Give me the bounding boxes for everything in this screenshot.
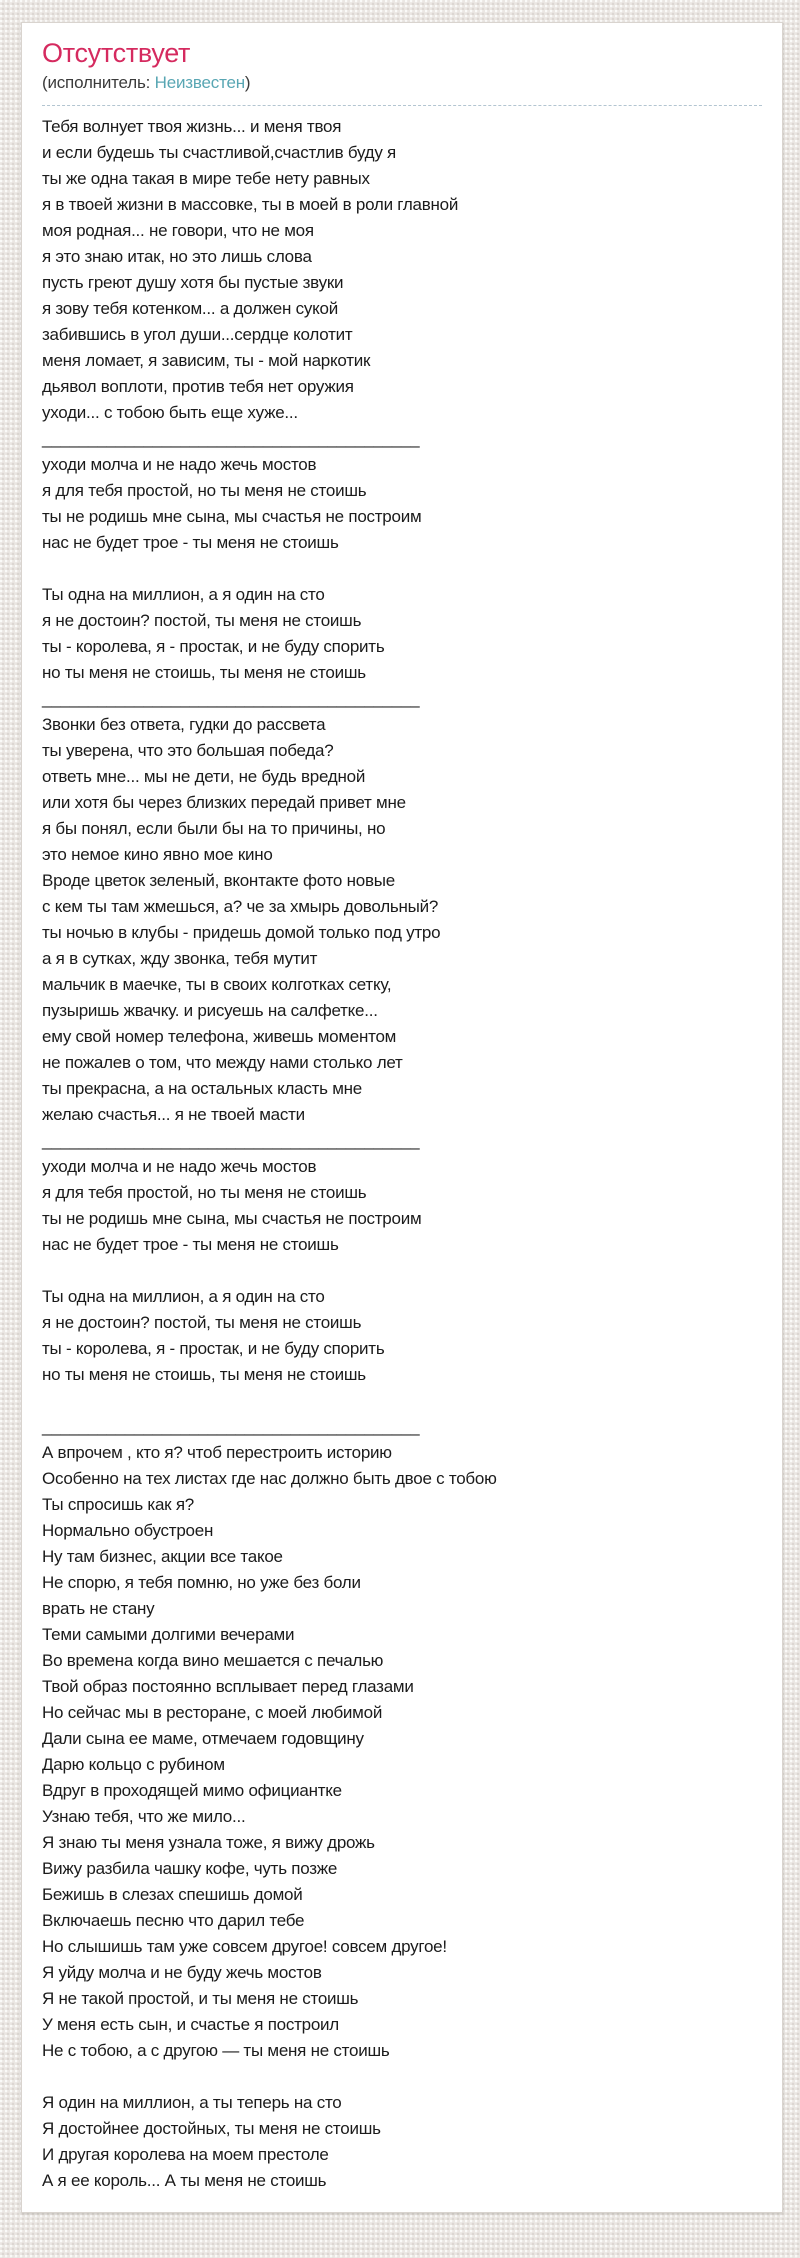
lyric-line: пузыришь жвачку. и рисуешь на салфетке... xyxy=(42,1001,378,1020)
song-header xyxy=(42,37,762,106)
lyric-line: Я не такой простой, и ты меня не стоишь xyxy=(42,1989,359,2008)
lyric-line: Твой образ постоянно всплывает перед глазами xyxy=(42,1677,414,1696)
lyric-line: Ты одна на миллион, а я один на сто xyxy=(42,585,325,604)
lyric-line: с кем ты там жмешься, а? че за хмырь довольный? xyxy=(42,897,439,916)
lyrics xyxy=(42,114,762,2194)
song-title: Отсутствует xyxy=(42,38,191,68)
lyric-line: Особенно на тех листах где нас должно быть двое с тобою xyxy=(42,1469,497,1488)
lyric-line: врать не стану xyxy=(42,1599,155,1618)
lyric-line: ты же одна такая в мире тебе нету равных xyxy=(42,169,370,188)
lyric-line: я бы понял, если были бы на то причины, но xyxy=(42,819,386,838)
lyric-line: А впрочем , кто я? чтоб перестроить историю xyxy=(42,1443,392,1462)
artist-prefix: (исполнитель: xyxy=(42,73,155,92)
lyric-line: Я уйду молча и не буду жечь мостов xyxy=(42,1963,322,1982)
lyric-line: но ты меня не стоишь, ты меня не стоишь xyxy=(42,663,366,682)
lyric-line: ты прекрасна, а на остальных класть мне xyxy=(42,1079,362,1098)
lyric-line: ответь мне... мы не дети, не будь вредной xyxy=(42,767,366,786)
lyric-line: а я в сутках, жду звонка, тебя мутит xyxy=(42,949,318,968)
stanza-separator: _________________________________________ xyxy=(42,689,420,708)
lyric-line: И другая королева на моем престоле xyxy=(42,2145,329,2164)
lyric-line: я не достоин? постой, ты меня не стоишь xyxy=(42,611,362,630)
lyric-line: Вдруг в проходящей мимо официантке xyxy=(42,1781,342,1800)
lyric-line: моя родная... не говори, что не моя xyxy=(42,221,314,240)
lyric-line: нас не будет трое - ты меня не стоишь xyxy=(42,533,339,552)
lyric-line xyxy=(42,556,762,582)
lyric-line: Дали сына ее маме, отмечаем годовщину xyxy=(42,1729,364,1748)
lyric-line: пусть греют душу хотя бы пустые звуки xyxy=(42,273,344,292)
stanza-separator: _________________________________________ xyxy=(42,429,420,448)
lyric-line: Ну там бизнес, акции все такое xyxy=(42,1547,283,1566)
lyric-line: Не с тобою, а с другою — ты меня не стоишь xyxy=(42,2041,390,2060)
artist-link[interactable]: Неизвестен xyxy=(154,73,245,92)
lyric-line: Не спорю, я тебя помню, но уже без боли xyxy=(42,1573,361,1592)
lyric-line: я это знаю итак, но это лишь слова xyxy=(42,247,312,266)
lyric-line: уходи молча и не надо жечь мостов xyxy=(42,1157,317,1176)
lyric-line: Включаешь песню что дарил тебе xyxy=(42,1911,305,1930)
lyric-line: или хотя бы через близких передай привет мне xyxy=(42,793,406,812)
lyric-line: я зову тебя котенком... а должен сукой xyxy=(42,299,338,318)
lyrics-card xyxy=(21,22,783,2213)
lyric-line: Ты одна на миллион, а я один на сто xyxy=(42,1287,325,1306)
lyric-line: уходи молча и не надо жечь мостов xyxy=(42,455,317,474)
lyric-line: Я достойнее достойных, ты меня не стоишь xyxy=(42,2119,381,2138)
lyric-line: ты ночью в клубы - придешь домой только под утро xyxy=(42,923,441,942)
lyric-line: Нормально обустроен xyxy=(42,1521,214,1540)
lyric-line: Вроде цветок зеленый, вконтакте фото новые xyxy=(42,871,395,890)
lyric-line: У меня есть сын, и счастье я построил xyxy=(42,2015,339,2034)
lyric-line: я для тебя простой, но ты меня не стоишь xyxy=(42,1183,367,1202)
lyric-line: А я ее король... А ты меня не стоишь xyxy=(42,2171,327,2190)
lyric-line: Но сейчас мы в ресторане, с моей любимой xyxy=(42,1703,383,1722)
lyric-line: Тебя волнует твоя жизнь... и меня твоя xyxy=(42,117,342,136)
lyric-line: и если будешь ты счастливой,счастлив буду я xyxy=(42,143,396,162)
lyric-line: Я знаю ты меня узнала тоже, я вижу дрожь xyxy=(42,1833,375,1852)
lyric-line: ты уверена, что это большая победа? xyxy=(42,741,334,760)
lyric-line xyxy=(42,1258,762,1284)
lyric-line: Ты спросишь как я? xyxy=(42,1495,194,1514)
lyric-line: не пожалев о том, что между нами столько лет xyxy=(42,1053,403,1072)
lyric-line: я в твоей жизни в массовке, ты в моей в роли главной xyxy=(42,195,459,214)
lyric-line: Во времена когда вино мешается с печалью xyxy=(42,1651,384,1670)
lyric-line: забившись в угол души...сердце колотит xyxy=(42,325,353,344)
lyric-line: я не достоин? постой, ты меня не стоишь xyxy=(42,1313,362,1332)
lyric-line xyxy=(42,2064,762,2090)
lyric-line: я для тебя простой, но ты меня не стоишь xyxy=(42,481,367,500)
lyric-line: дьявол воплоти, против тебя нет оружия xyxy=(42,377,354,396)
artist-line xyxy=(42,71,762,106)
stanza-separator: _________________________________________ xyxy=(42,1131,420,1150)
lyric-line: Звонки без ответа, гудки до рассвета xyxy=(42,715,326,734)
lyric-line: ты - королева, я - простак, и не буду спорить xyxy=(42,637,385,656)
lyric-line: ему свой номер телефона, живешь моментом xyxy=(42,1027,397,1046)
lyric-line: ты не родишь мне сына, мы счастья не построим xyxy=(42,1209,422,1228)
lyric-line: но ты меня не стоишь, ты меня не стоишь xyxy=(42,1365,366,1384)
lyric-line: Дарю кольцо с рубином xyxy=(42,1755,225,1774)
lyric-line xyxy=(42,1388,762,1414)
lyric-line: ты не родишь мне сына, мы счастья не построим xyxy=(42,507,422,526)
lyric-line: уходи... с тобою быть еще хуже... xyxy=(42,403,298,422)
lyric-line: Бежишь в слезах спешишь домой xyxy=(42,1885,303,1904)
lyric-line: мальчик в маечке, ты в своих колготках сетку, xyxy=(42,975,392,994)
lyric-line: ты - королева, я - простак, и не буду спорить xyxy=(42,1339,385,1358)
lyric-line: Узнаю тебя, что же мило... xyxy=(42,1807,246,1826)
lyric-line: нас не будет трое - ты меня не стоишь xyxy=(42,1235,339,1254)
lyric-line: Вижу разбила чашку кофе, чуть позже xyxy=(42,1859,338,1878)
lyric-line: желаю счастья... я не твоей масти xyxy=(42,1105,305,1124)
lyric-line: Я один на миллион, а ты теперь на сто xyxy=(42,2093,342,2112)
lyric-line: Теми самыми долгими вечерами xyxy=(42,1625,295,1644)
artist-suffix: ) xyxy=(244,73,251,92)
lyric-line: это немое кино явно мое кино xyxy=(42,845,273,864)
lyric-line: Но слышишь там уже совсем другое! совсем другое! xyxy=(42,1937,447,1956)
stanza-separator: _________________________________________ xyxy=(42,1417,420,1436)
lyric-line: меня ломает, я зависим, ты - мой наркотик xyxy=(42,351,371,370)
